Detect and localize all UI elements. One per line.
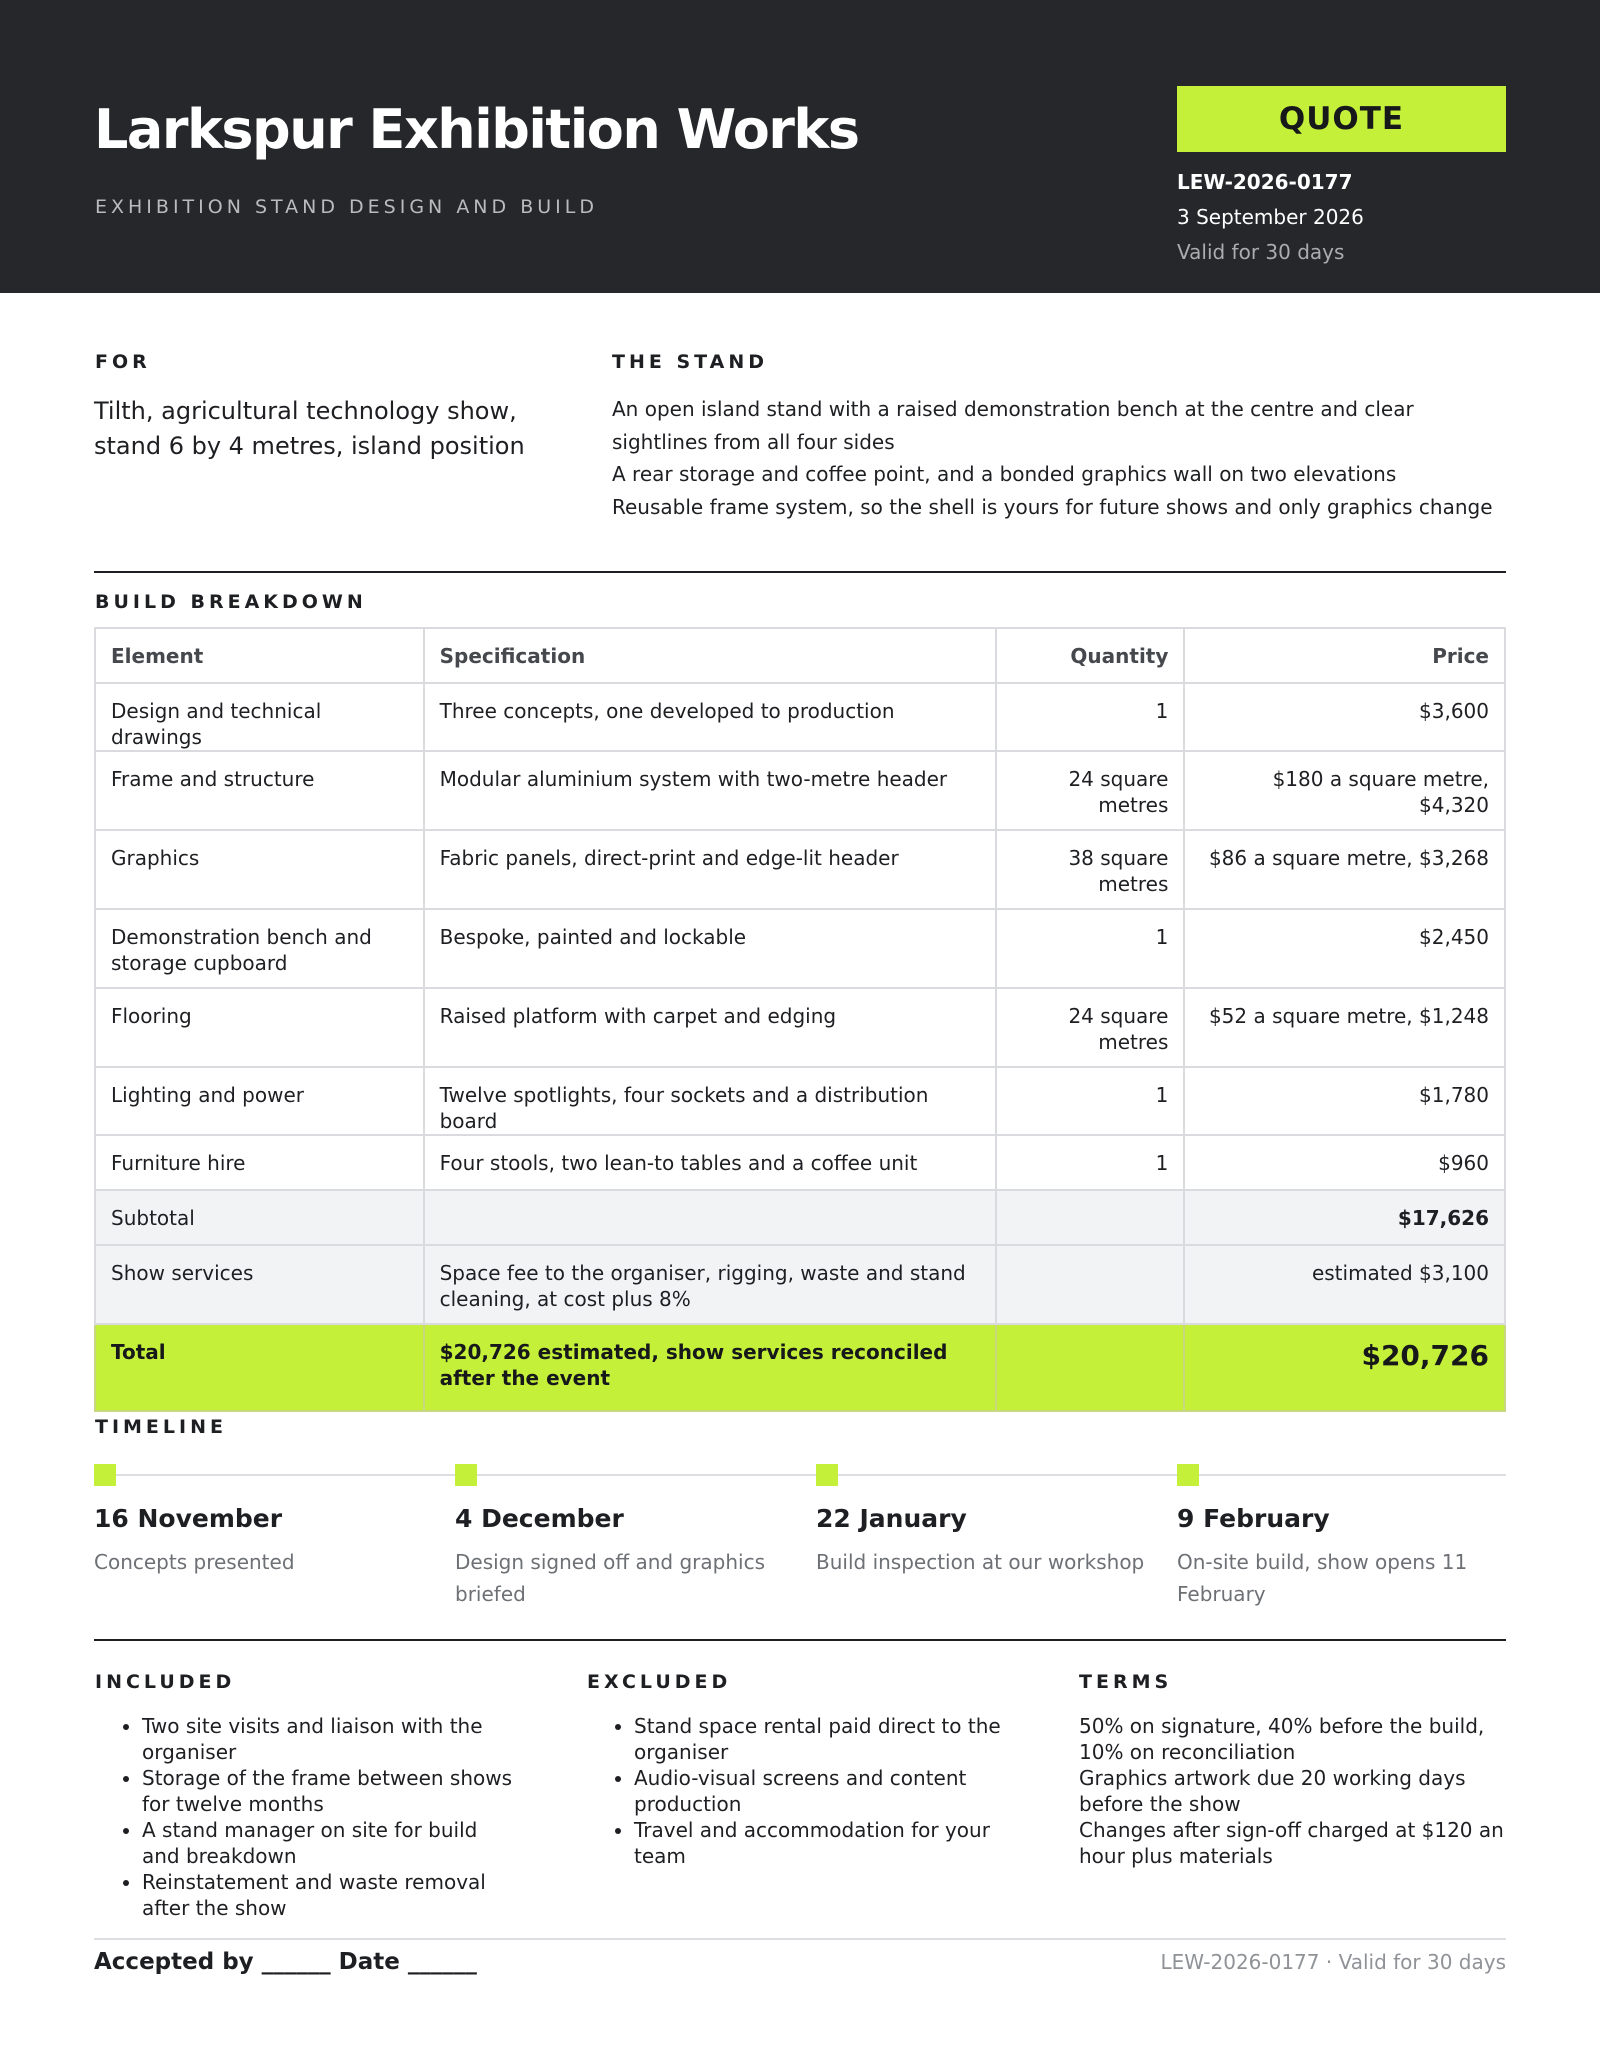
price-cell: $3,600 — [1184, 683, 1505, 751]
timeline-track — [94, 1474, 1506, 1476]
milestone-date: 4 December — [455, 1504, 624, 1533]
stand-line: A rear storage and coffee point, and a bonded graphics wall on two elevations — [612, 462, 1397, 486]
quote-validity: Valid for 30 days — [1177, 240, 1345, 264]
milestone-marker — [1177, 1464, 1199, 1486]
milestone-date: 22 January — [816, 1504, 967, 1533]
terms-line: Changes after sign-off charged at $120 an hour plus materials — [1079, 1818, 1504, 1868]
milestone-marker — [455, 1464, 477, 1486]
terms-line: 50% on signature, 40% before the build, 10% on reconciliation — [1079, 1714, 1485, 1764]
acceptance-line: Accepted by ______ Date ______ — [94, 1949, 477, 1975]
spec-cell: Modular aluminium system with two-metre header — [424, 751, 996, 830]
price-cell: $1,780 — [1184, 1067, 1505, 1135]
header-banner — [0, 0, 1600, 293]
column-header: Specification — [424, 628, 996, 683]
footer-divider — [94, 1938, 1506, 1940]
column-header: Quantity — [996, 628, 1185, 683]
list-item: • Reinstatement and waste removal after the show — [142, 1869, 514, 1921]
spec-cell: Three concepts, one developed to production — [424, 683, 996, 751]
empty-cell — [996, 1190, 1185, 1245]
table-row — [95, 751, 1505, 830]
quantity-cell: 1 — [996, 909, 1185, 988]
services-value: estimated $3,100 — [1184, 1245, 1505, 1324]
included-label: INCLUDED — [95, 1671, 236, 1693]
quantity-cell: 1 — [996, 1135, 1185, 1190]
services-label: Show services — [95, 1245, 424, 1324]
price-cell: $52 a square metre, $1,248 — [1184, 988, 1505, 1067]
quantity-text: 24 square metres — [1068, 1004, 1169, 1054]
price-cell: $86 a square metre, $3,268 — [1184, 830, 1505, 909]
quantity-cell — [996, 751, 1185, 830]
milestone-description: Build inspection at our workshop — [816, 1550, 1145, 1574]
breakdown-label: BUILD BREAKDOWN — [95, 591, 367, 613]
list-item: • Travel and accommodation for your team — [634, 1817, 1006, 1869]
services-spec: Space fee to the organiser, rigging, waste and stand cleaning, at cost plus 8% — [424, 1245, 996, 1324]
quantity-cell — [996, 830, 1185, 909]
included-list — [94, 1713, 514, 1921]
milestone-date: 9 February — [1177, 1504, 1330, 1533]
milestone-marker — [94, 1464, 116, 1486]
stand-description — [612, 393, 1512, 523]
milestone-date: 16 November — [94, 1504, 283, 1533]
stand-label: THE STAND — [612, 351, 769, 373]
stand-line: Reusable frame system, so the shell is yours for future shows and only graphics change — [612, 494, 1493, 519]
milestone-marker — [816, 1464, 838, 1486]
element-cell: Lighting and power — [95, 1067, 424, 1135]
section-divider — [94, 571, 1506, 573]
price-cell: $180 a square metre, $4,320 — [1184, 751, 1505, 830]
spec-cell: Raised platform with carpet and edging — [424, 988, 996, 1067]
list-item: • A stand manager on site for build and breakdown — [142, 1817, 514, 1869]
footer-reference: LEW-2026-0177 · Valid for 30 days — [1160, 1950, 1506, 1974]
table-header-row — [95, 628, 1505, 683]
table-row — [95, 1067, 1505, 1135]
stand-line: An open island stand with a raised demonstration bench at the centre and clear sightlines from all four sides — [612, 397, 1414, 454]
element-cell: Graphics — [95, 830, 424, 909]
build-breakdown-table — [94, 627, 1506, 1412]
quote-reference: LEW-2026-0177 — [1177, 170, 1353, 194]
timeline-label: TIMELINE — [95, 1416, 227, 1438]
column-header: Element — [95, 628, 424, 683]
table-row — [95, 1135, 1505, 1190]
element-cell: Demonstration bench and storage cupboard — [95, 909, 424, 988]
milestone-description: On-site build, show opens 11 February — [1177, 1550, 1468, 1606]
subtotal-value: $17,626 — [1184, 1190, 1505, 1245]
empty-cell — [424, 1190, 996, 1245]
spec-cell: Four stools, two lean-to tables and a coffee unit — [424, 1135, 996, 1190]
price-cell: $960 — [1184, 1135, 1505, 1190]
total-value: $20,726 — [1184, 1324, 1505, 1411]
empty-cell — [996, 1245, 1185, 1324]
empty-cell — [996, 1324, 1185, 1411]
for-client: Tilth, agricultural technology show, stand 6 by 4 metres, island position — [94, 397, 525, 460]
element-cell: Flooring — [95, 988, 424, 1067]
table-row — [95, 988, 1505, 1067]
table-row — [95, 683, 1505, 751]
spec-cell: Fabric panels, direct-print and edge-lit header — [424, 830, 996, 909]
company-tagline: EXHIBITION STAND DESIGN AND BUILD — [95, 196, 598, 218]
element-cell: Furniture hire — [95, 1135, 424, 1190]
company-name: Larkspur Exhibition Works — [94, 98, 859, 161]
quantity-text: 24 square metres — [1068, 767, 1169, 817]
list-item: • Two site visits and liaison with the organiser — [142, 1713, 514, 1765]
terms-label: TERMS — [1079, 1671, 1173, 1693]
subtotal-label: Subtotal — [95, 1190, 424, 1245]
price-cell: $2,450 — [1184, 909, 1505, 988]
terms-line: Graphics artwork due 20 working days before the show — [1079, 1766, 1466, 1816]
quantity-cell — [996, 988, 1185, 1067]
list-item: • Storage of the frame between shows for twelve months — [142, 1765, 514, 1817]
column-header: Price — [1184, 628, 1505, 683]
excluded-list — [586, 1713, 1006, 1869]
quantity-cell: 1 — [996, 1067, 1185, 1135]
quote-date: 3 September 2026 — [1177, 205, 1364, 229]
quantity-text: 38 square metres — [1068, 846, 1169, 896]
quote-badge: QUOTE — [1177, 86, 1506, 152]
total-row — [95, 1324, 1505, 1411]
spec-cell: Twelve spotlights, four sockets and a distribution board — [424, 1067, 996, 1135]
total-label: Total — [95, 1324, 424, 1411]
element-cell: Design and technical drawings — [95, 683, 424, 751]
total-spec: $20,726 estimated, show services reconciled after the event — [424, 1324, 996, 1411]
milestone-description: Concepts presented — [94, 1550, 295, 1574]
show-services-row — [95, 1245, 1505, 1324]
quantity-cell: 1 — [996, 683, 1185, 751]
table-row — [95, 909, 1505, 988]
element-cell: Frame and structure — [95, 751, 424, 830]
terms-list — [1079, 1713, 1519, 1869]
milestone-description: Design signed off and graphics briefed — [455, 1550, 765, 1606]
subtotal-row — [95, 1190, 1505, 1245]
list-item: • Audio-visual screens and content production — [634, 1765, 1006, 1817]
section-divider — [94, 1639, 1506, 1641]
spec-cell: Bespoke, painted and lockable — [424, 909, 996, 988]
excluded-label: EXCLUDED — [587, 1671, 732, 1693]
list-item: • Stand space rental paid direct to the organiser — [634, 1713, 1006, 1765]
for-label: FOR — [95, 351, 151, 373]
table-row — [95, 830, 1505, 909]
